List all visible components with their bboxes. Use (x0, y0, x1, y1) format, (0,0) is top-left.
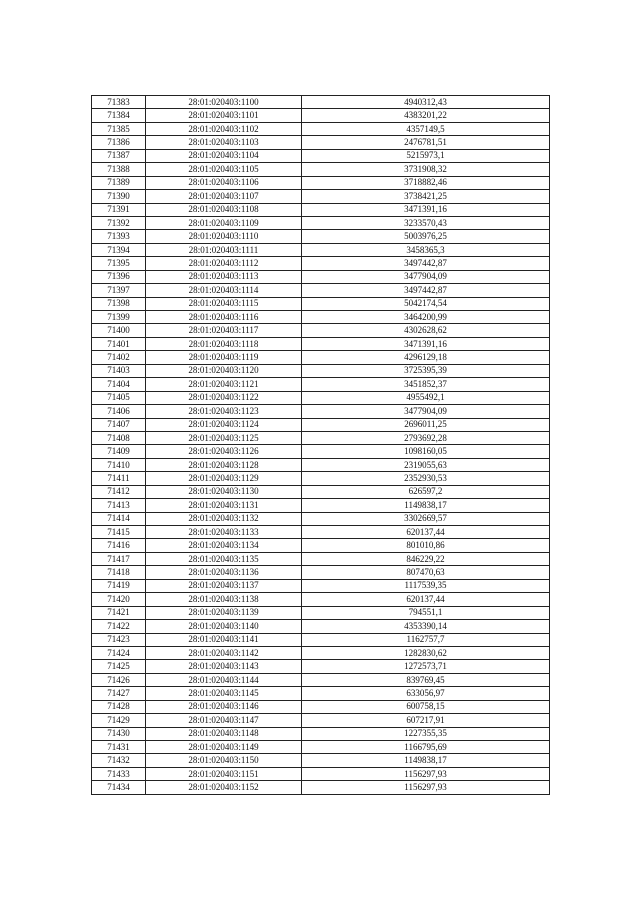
table-row (92, 364, 550, 377)
row-number-cell: 71406 (92, 405, 146, 418)
cadastral-number-cell: 28:01:020403:1124 (146, 418, 302, 431)
cadastral-value-cell: 3497442,87 (302, 257, 550, 270)
table-row (92, 579, 550, 592)
row-number-cell: 71428 (92, 700, 146, 713)
cadastral-number-cell: 28:01:020403:1110 (146, 230, 302, 243)
cadastral-value-cell: 600758,15 (302, 700, 550, 713)
row-number-cell: 71427 (92, 687, 146, 700)
row-number-cell: 71426 (92, 673, 146, 686)
cadastral-value-cell: 1098160,05 (302, 445, 550, 458)
row-number-cell: 71402 (92, 351, 146, 364)
table-row (92, 391, 550, 404)
row-number-cell: 71432 (92, 754, 146, 767)
row-number-cell: 71433 (92, 767, 146, 780)
cadastral-value-cell: 4357149,5 (302, 122, 550, 135)
cadastral-number-cell: 28:01:020403:1109 (146, 216, 302, 229)
row-number-cell: 71394 (92, 243, 146, 256)
cadastral-number-cell: 28:01:020403:1122 (146, 391, 302, 404)
table-row (92, 754, 550, 767)
row-number-cell: 71395 (92, 257, 146, 270)
row-number-cell: 71393 (92, 230, 146, 243)
row-number-cell: 71396 (92, 270, 146, 283)
row-number-cell: 71419 (92, 579, 146, 592)
row-number-cell: 71390 (92, 190, 146, 203)
cadastral-number-cell: 28:01:020403:1151 (146, 767, 302, 780)
cadastral-value-cell: 839769,45 (302, 673, 550, 686)
table-row (92, 539, 550, 552)
cadastral-value-cell: 1282830,62 (302, 646, 550, 659)
table-row (92, 646, 550, 659)
table-row (92, 297, 550, 310)
table-row (92, 660, 550, 673)
cadastral-number-cell: 28:01:020403:1100 (146, 96, 302, 109)
cadastral-number-cell: 28:01:020403:1120 (146, 364, 302, 377)
row-number-cell: 71420 (92, 593, 146, 606)
cadastral-number-cell: 28:01:020403:1119 (146, 351, 302, 364)
table-row (92, 163, 550, 176)
cadastral-number-cell: 28:01:020403:1144 (146, 673, 302, 686)
table-row (92, 526, 550, 539)
row-number-cell: 71410 (92, 458, 146, 471)
cadastral-value-cell: 2793692,28 (302, 431, 550, 444)
table-row (92, 781, 550, 794)
row-number-cell: 71415 (92, 526, 146, 539)
table-row (92, 190, 550, 203)
row-number-cell: 71424 (92, 646, 146, 659)
row-number-cell: 71413 (92, 499, 146, 512)
cadastral-value-cell: 1117539,35 (302, 579, 550, 592)
table-row (92, 633, 550, 646)
table-row (92, 243, 550, 256)
row-number-cell: 71399 (92, 311, 146, 324)
cadastral-number-cell: 28:01:020403:1136 (146, 566, 302, 579)
cadastral-value-cell: 1162757,7 (302, 633, 550, 646)
row-number-cell: 71398 (92, 297, 146, 310)
table-row (92, 714, 550, 727)
cadastral-number-cell: 28:01:020403:1104 (146, 149, 302, 162)
table-row (92, 566, 550, 579)
table-row (92, 700, 550, 713)
table-row (92, 284, 550, 297)
table-row (92, 458, 550, 471)
cadastral-number-cell: 28:01:020403:1108 (146, 203, 302, 216)
cadastral-number-cell: 28:01:020403:1152 (146, 781, 302, 794)
cadastral-value-cell: 626597,2 (302, 485, 550, 498)
table-row (92, 136, 550, 149)
cadastral-value-cell: 620137,44 (302, 526, 550, 539)
table-row (92, 741, 550, 754)
cadastral-number-cell: 28:01:020403:1114 (146, 284, 302, 297)
table-row (92, 673, 550, 686)
table-row (92, 552, 550, 565)
cadastral-value-cell: 4296129,18 (302, 351, 550, 364)
cadastral-value-cell: 3302669,57 (302, 512, 550, 525)
cadastral-value-cell: 1272573,71 (302, 660, 550, 673)
cadastral-value-cell: 3718882,46 (302, 176, 550, 189)
cadastral-value-cell: 801010,86 (302, 539, 550, 552)
row-number-cell: 71404 (92, 378, 146, 391)
cadastral-value-cell: 794551,1 (302, 606, 550, 619)
table-row (92, 337, 550, 350)
cadastral-value-cell: 4955492,1 (302, 391, 550, 404)
cadastral-number-cell: 28:01:020403:1102 (146, 122, 302, 135)
row-number-cell: 71422 (92, 620, 146, 633)
table-body (92, 96, 550, 795)
cadastral-number-cell: 28:01:020403:1101 (146, 109, 302, 122)
cadastral-value-cell: 3497442,87 (302, 284, 550, 297)
cadastral-value-cell: 807470,63 (302, 566, 550, 579)
table-row (92, 499, 550, 512)
table-row (92, 311, 550, 324)
row-number-cell: 71400 (92, 324, 146, 337)
table-row (92, 96, 550, 109)
row-number-cell: 71387 (92, 149, 146, 162)
table-row (92, 445, 550, 458)
cadastral-value-cell: 1156297,93 (302, 767, 550, 780)
cadastral-value-cell: 4302628,62 (302, 324, 550, 337)
cadastral-number-cell: 28:01:020403:1117 (146, 324, 302, 337)
cadastral-value-cell: 2476781,51 (302, 136, 550, 149)
table-row (92, 270, 550, 283)
row-number-cell: 71409 (92, 445, 146, 458)
row-number-cell: 71412 (92, 485, 146, 498)
cadastral-value-cell: 3451852,37 (302, 378, 550, 391)
cadastral-value-cell: 846229,22 (302, 552, 550, 565)
cadastral-number-cell: 28:01:020403:1138 (146, 593, 302, 606)
cadastral-value-cell: 5215973,1 (302, 149, 550, 162)
row-number-cell: 71429 (92, 714, 146, 727)
table-row (92, 431, 550, 444)
cadastral-value-cell: 3738421,25 (302, 190, 550, 203)
cadastral-number-cell: 28:01:020403:1111 (146, 243, 302, 256)
cadastral-value-cell: 3458365,3 (302, 243, 550, 256)
cadastral-value-cell: 4940312,43 (302, 96, 550, 109)
row-number-cell: 71425 (92, 660, 146, 673)
cadastral-number-cell: 28:01:020403:1134 (146, 539, 302, 552)
cadastral-value-cell: 620137,44 (302, 593, 550, 606)
cadastral-number-cell: 28:01:020403:1121 (146, 378, 302, 391)
table-row (92, 230, 550, 243)
cadastral-number-cell: 28:01:020403:1145 (146, 687, 302, 700)
cadastral-number-cell: 28:01:020403:1125 (146, 431, 302, 444)
cadastral-number-cell: 28:01:020403:1107 (146, 190, 302, 203)
row-number-cell: 71431 (92, 741, 146, 754)
row-number-cell: 71421 (92, 606, 146, 619)
cadastral-number-cell: 28:01:020403:1140 (146, 620, 302, 633)
row-number-cell: 71407 (92, 418, 146, 431)
row-number-cell: 71386 (92, 136, 146, 149)
table-row (92, 216, 550, 229)
cadastral-number-cell: 28:01:020403:1106 (146, 176, 302, 189)
table-row (92, 122, 550, 135)
cadastral-number-cell: 28:01:020403:1149 (146, 741, 302, 754)
row-number-cell: 71389 (92, 176, 146, 189)
row-number-cell: 71411 (92, 472, 146, 485)
table-row (92, 378, 550, 391)
table-row (92, 485, 550, 498)
cadastral-value-cell: 1149838,17 (302, 499, 550, 512)
cadastral-value-cell: 607217,91 (302, 714, 550, 727)
cadastral-number-cell: 28:01:020403:1142 (146, 646, 302, 659)
row-number-cell: 71414 (92, 512, 146, 525)
cadastral-number-cell: 28:01:020403:1126 (146, 445, 302, 458)
cadastral-number-cell: 28:01:020403:1129 (146, 472, 302, 485)
row-number-cell: 71385 (92, 122, 146, 135)
row-number-cell: 71388 (92, 163, 146, 176)
cadastral-number-cell: 28:01:020403:1147 (146, 714, 302, 727)
cadastral-number-cell: 28:01:020403:1143 (146, 660, 302, 673)
cadastral-value-cell: 3471391,16 (302, 337, 550, 350)
row-number-cell: 71416 (92, 539, 146, 552)
cadastral-value-cell: 5042174,54 (302, 297, 550, 310)
cadastral-value-cell: 5003976,25 (302, 230, 550, 243)
row-number-cell: 71397 (92, 284, 146, 297)
cadastral-number-cell: 28:01:020403:1139 (146, 606, 302, 619)
cadastral-value-cell: 3471391,16 (302, 203, 550, 216)
cadastral-number-cell: 28:01:020403:1105 (146, 163, 302, 176)
cadastral-number-cell: 28:01:020403:1103 (146, 136, 302, 149)
cadastral-value-cell: 4353390,14 (302, 620, 550, 633)
table-row (92, 149, 550, 162)
cadastral-number-cell: 28:01:020403:1116 (146, 311, 302, 324)
cadastral-number-cell: 28:01:020403:1146 (146, 700, 302, 713)
cadastral-number-cell: 28:01:020403:1123 (146, 405, 302, 418)
cadastral-value-cell: 3477904,09 (302, 270, 550, 283)
cadastral-value-cell: 633056,97 (302, 687, 550, 700)
cadastral-value-cell: 3477904,09 (302, 405, 550, 418)
cadastral-value-cell: 3731908,32 (302, 163, 550, 176)
cadastral-value-cell: 1227355,35 (302, 727, 550, 740)
table-row (92, 606, 550, 619)
row-number-cell: 71401 (92, 337, 146, 350)
table-row (92, 593, 550, 606)
cadastral-value-cell: 2696011,25 (302, 418, 550, 431)
cadastral-number-cell: 28:01:020403:1141 (146, 633, 302, 646)
cadastral-number-cell: 28:01:020403:1137 (146, 579, 302, 592)
row-number-cell: 71417 (92, 552, 146, 565)
table-row (92, 727, 550, 740)
table-row (92, 512, 550, 525)
table-row (92, 203, 550, 216)
cadastral-value-cell: 1149838,17 (302, 754, 550, 767)
table-row (92, 472, 550, 485)
cadastral-value-table (91, 95, 550, 795)
cadastral-value-cell: 2319055,63 (302, 458, 550, 471)
table-row (92, 687, 550, 700)
cadastral-value-cell: 4383201,22 (302, 109, 550, 122)
cadastral-number-cell: 28:01:020403:1130 (146, 485, 302, 498)
row-number-cell: 71392 (92, 216, 146, 229)
cadastral-number-cell: 28:01:020403:1132 (146, 512, 302, 525)
cadastral-value-cell: 3725395,39 (302, 364, 550, 377)
table-row (92, 109, 550, 122)
cadastral-number-cell: 28:01:020403:1133 (146, 526, 302, 539)
cadastral-number-cell: 28:01:020403:1148 (146, 727, 302, 740)
cadastral-value-cell: 2352930,53 (302, 472, 550, 485)
row-number-cell: 71391 (92, 203, 146, 216)
cadastral-value-cell: 1156297,93 (302, 781, 550, 794)
table-row (92, 767, 550, 780)
cadastral-number-cell: 28:01:020403:1118 (146, 337, 302, 350)
table-row (92, 324, 550, 337)
cadastral-number-cell: 28:01:020403:1115 (146, 297, 302, 310)
row-number-cell: 71383 (92, 96, 146, 109)
cadastral-number-cell: 28:01:020403:1112 (146, 257, 302, 270)
cadastral-value-cell: 1166795,69 (302, 741, 550, 754)
table-row (92, 176, 550, 189)
cadastral-value-cell: 3464200,99 (302, 311, 550, 324)
cadastral-number-cell: 28:01:020403:1135 (146, 552, 302, 565)
row-number-cell: 71403 (92, 364, 146, 377)
cadastral-number-cell: 28:01:020403:1150 (146, 754, 302, 767)
row-number-cell: 71418 (92, 566, 146, 579)
row-number-cell: 71430 (92, 727, 146, 740)
table-row (92, 418, 550, 431)
row-number-cell: 71384 (92, 109, 146, 122)
row-number-cell: 71405 (92, 391, 146, 404)
row-number-cell: 71423 (92, 633, 146, 646)
row-number-cell: 71434 (92, 781, 146, 794)
row-number-cell: 71408 (92, 431, 146, 444)
table-row (92, 257, 550, 270)
table-row (92, 405, 550, 418)
cadastral-number-cell: 28:01:020403:1128 (146, 458, 302, 471)
table-row (92, 351, 550, 364)
table-row (92, 620, 550, 633)
cadastral-number-cell: 28:01:020403:1113 (146, 270, 302, 283)
cadastral-value-cell: 3233570,43 (302, 216, 550, 229)
cadastral-number-cell: 28:01:020403:1131 (146, 499, 302, 512)
